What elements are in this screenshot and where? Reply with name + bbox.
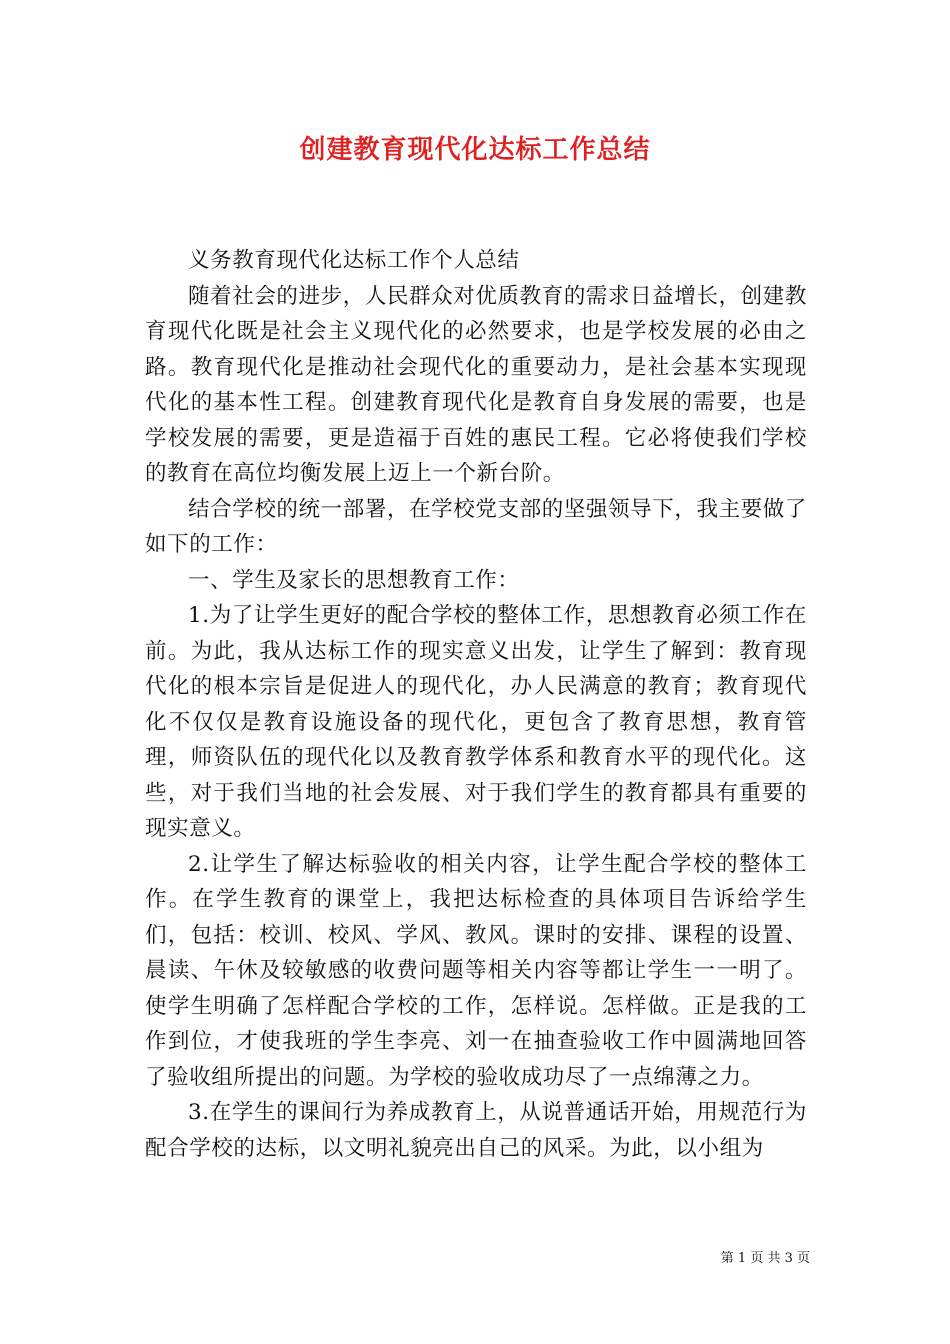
paragraph: 1.为了让学生更好的配合学校的整体工作，思想教育必须工作在前。为此，我从达标工作的现实意义出发，让学生了解到：教育现代化的根本宗旨是促进人的现代化，办人民满意的教育；教育现代化不仅仅是教育设施设备的现代化，更包含了教育思想，教育管理，师资队伍的现代化以及教育教学体系和教育水平的现代化。这些，对于我们当地的社会发展、对于我们学生的教育都具有重要的现实意义。 bbox=[145, 603, 807, 841]
document-title: 创建教育现代化达标工作总结 bbox=[299, 135, 651, 165]
paragraph: 随着社会的进步，人民群众对优质教育的需求日益增长，创建教育现代化既是社会主义现代化的必然要求，也是学校发展的必由之路。教育现代化是推动社会现代化的重要动力，是社会基本实现现代化的基本性工程。创建教育现代化是教育自身发展的需要，也是学校发展的需要，更是造福于百姓的惠民工程。它必将使我们学校的教育在高位均衡发展上迈上一个新台阶。 bbox=[145, 283, 807, 486]
paragraph: 3.在学生的课间行为养成教育上，从说普通话开始，用规范行为配合学校的达标，以文明礼貌亮出自己的风采。为此，以小组为 bbox=[145, 1100, 807, 1161]
paragraph-subtitle: 义务教育现代化达标工作个人总结 bbox=[188, 248, 520, 273]
document-body bbox=[145, 243, 807, 1166]
page-number-footer: 第 1 页 共 3 页 bbox=[720, 1251, 810, 1266]
section-heading: 一、学生及家长的思想教育工作： bbox=[188, 567, 520, 593]
paragraph: 结合学校的统一部署，在学校党支部的坚强领导下，我主要做了如下的工作： bbox=[145, 496, 807, 557]
paragraph: 2.让学生了解达标验收的相关内容，让学生配合学校的整体工作。在学生教育的课堂上，我把达标检查的具体项目告诉给学生们，包括：校训、校风、学风、教风。课时的安排、课程的设置、晨读、午休及较敏感的收费问题等相关内容等都让学生一一明了。使学生明确了怎样配合学校的工作，怎样说。怎样做。正是我的工作到位，才使我班的学生李亮、刘一在抽查验收工作中圆满地回答了验收组所提出的问题。为学校的验收成功尽了一点绵薄之力。 bbox=[145, 851, 807, 1090]
